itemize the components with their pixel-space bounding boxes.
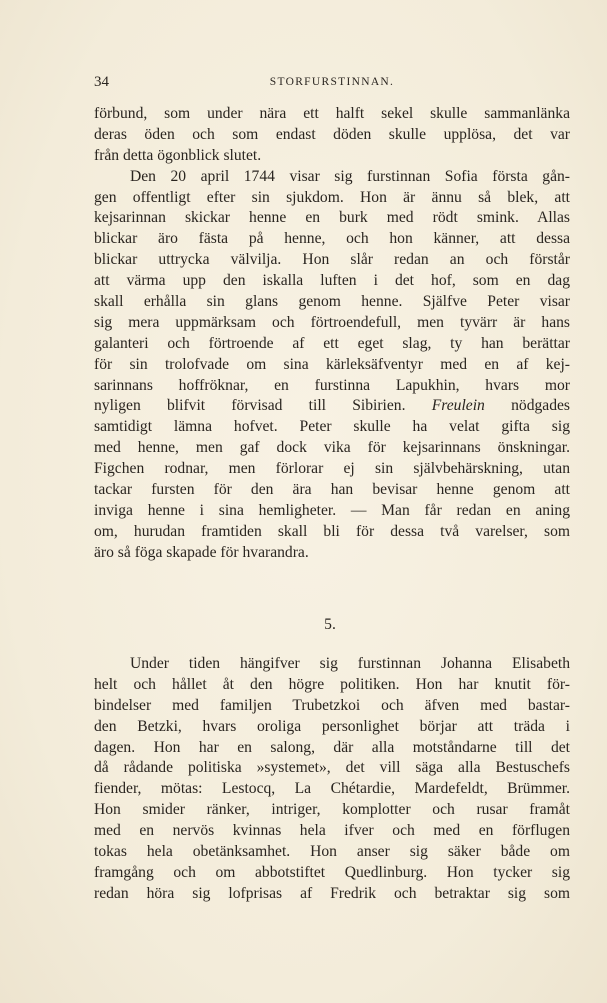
text-line: helt och hållet åt den högre politiken. Hon har knutit för- xyxy=(94,675,570,693)
text-line: blickar uttrycka välvilja. Hon slår redan an och förstår xyxy=(94,251,570,269)
page-number: 34 xyxy=(94,74,109,90)
text-line: att värma upp den iskalla luften i det hof, som en dag xyxy=(94,272,570,290)
text-line: inviga henne i sina hemligheter. — Man får redan en aning xyxy=(94,501,570,519)
text-line: Den 20 april 1744 visar sig furstinnan Sofia första gån- xyxy=(130,167,570,185)
text-line: fiender, mötas: Lestocq, La Chétardie, Mardefeldt, Brümmer. xyxy=(94,780,570,798)
text-line: tokas hela obetänksamhet. Hon anser sig säker både om xyxy=(94,843,570,861)
text-line: Under tiden hängifver sig furstinnan Johanna Elisabeth xyxy=(130,655,570,672)
text-fragment: nyligen blifvit förvisad till Sibirien. xyxy=(94,397,406,415)
text-line: från detta ögonblick slutet. xyxy=(94,146,262,164)
paragraph-block-2 xyxy=(94,654,570,905)
text-line: samtidigt lämna hofvet. Peter skulle ha velat gifta sig xyxy=(94,418,570,436)
running-title: STORFURSTINNAN. xyxy=(269,76,395,88)
text-line: Figchen rodnar, men förlorar ej sin självbehärskning, utan xyxy=(94,460,570,478)
text-line: deras öden och som endast döden skulle upplösa, det var xyxy=(94,125,570,143)
text-line: galanteri och förtroende af ett eget slag, ty han berättar xyxy=(94,334,570,352)
text-line: sig mera uppmärksam och förtroendefull, men tyvärr är hans xyxy=(94,313,570,331)
text-line: med henne, men gaf dock vika för kejsarinnans önskningar. xyxy=(94,439,570,457)
text-line: blickar äro fästa på henne, och hon känner, att dessa xyxy=(94,230,570,248)
text-line-with-italic xyxy=(94,396,570,417)
text-fragment: nödgades xyxy=(511,397,570,415)
text-line: framgång och om abbotstiftet Quedlinburg. Hon tycker sig xyxy=(94,863,570,881)
text-line: redan höra sig lofprisas af Fredrik och betraktar sig som xyxy=(94,884,570,902)
text-line: tackar fursten för den ära han bevisar henne genom att xyxy=(94,481,570,499)
paragraph-block-1 xyxy=(94,104,570,564)
text-line: med en nervös kvinnas hela ifver och med en förflugen xyxy=(94,822,570,840)
text-line: för sin trolofvade om sina kärleksäfventyr med en af kej- xyxy=(94,355,570,373)
text-line: förbund, som under nära ett halft sekel skulle sammanlänka xyxy=(94,105,570,122)
text-line: den Betzki, hvars oroliga personlighet börjar att träda i xyxy=(94,717,570,735)
italic-word: Freulein xyxy=(431,397,485,415)
text-line: skall erhålla sin glans genom henne. Själfve Peter visar xyxy=(94,293,570,311)
text-line: äro så föga skapade för hvarandra. xyxy=(94,543,309,561)
section-number: 5. xyxy=(324,616,336,633)
text-line: dagen. Hon har en salong, där alla motståndarne till det xyxy=(94,738,570,756)
text-line: Hon smider ränker, intriger, komplotter och rusar framåt xyxy=(94,801,570,819)
text-line: kejsarinnan skickar henne en burk med rödt smink. Allas xyxy=(94,209,570,227)
page-header xyxy=(94,74,570,94)
text-line: då rådande politiska »systemet», det vill säga alla Bestuschefs xyxy=(94,759,570,777)
text-line: sarinnans hoffröknar, en furstinna Lapukhin, hvars mor xyxy=(94,376,570,394)
text-line: gen offentligt efter sin sjukdom. Hon är ännu så blek, att xyxy=(94,188,570,206)
text-line: om, hurudan framtiden skall bli för dessa två varelser, som xyxy=(94,522,570,540)
text-line: bindelser med familjen Trubetzkoi och äfven med bastar- xyxy=(94,696,570,714)
